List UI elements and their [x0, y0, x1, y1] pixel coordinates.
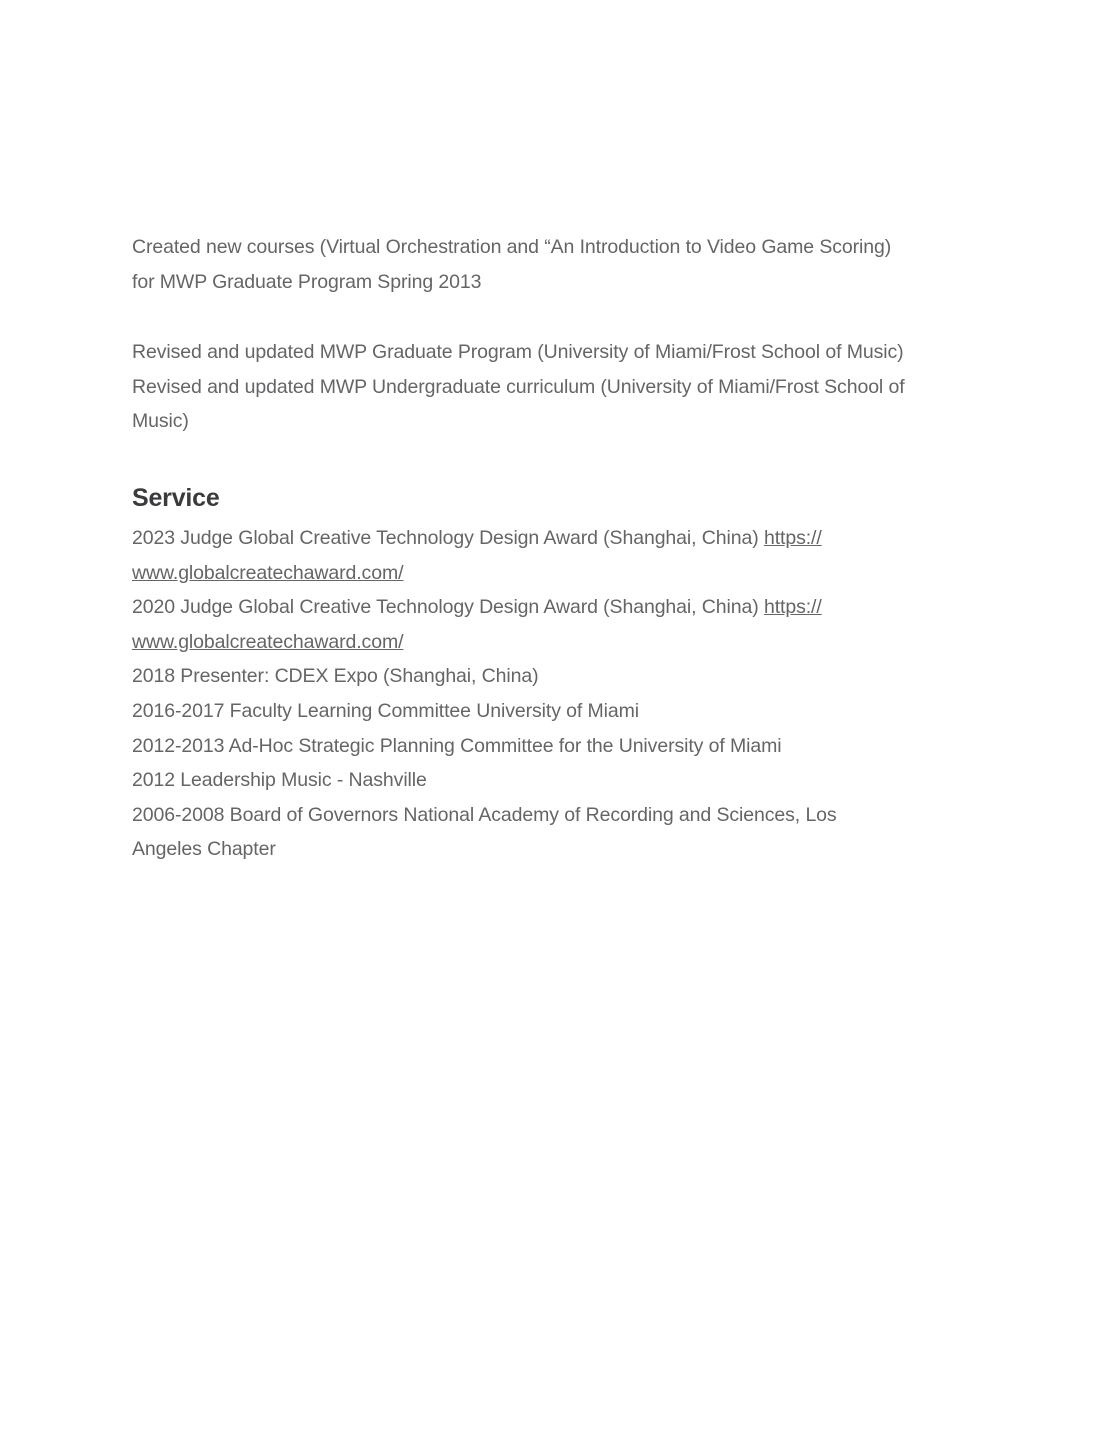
service-entry-2018: 2018 Presenter: CDEX Expo (Shanghai, China): [132, 665, 539, 688]
service-entry-2020: [132, 590, 1002, 625]
globalcreatechaward-link[interactable]: https://: [763, 596, 822, 619]
service-entry-text: 2023 Judge Global Creative Technology Design Award (Shanghai, China): [132, 527, 764, 549]
section-heading-service: Service: [132, 484, 220, 512]
service-entry-2023-link-wrap: [132, 556, 1002, 591]
text-line: Revised and updated MWP Graduate Program (University of Miami/Frost School of Music): [132, 341, 904, 363]
globalcreatechaward-link[interactable]: www.globalcreatechaward.com/: [132, 630, 404, 653]
text-line: Created new courses (Virtual Orchestration and “An Introduction to Video Game Scoring): [132, 236, 892, 258]
globalcreatechaward-link[interactable]: https://: [763, 527, 822, 549]
service-entry-2023: [132, 521, 1002, 556]
service-entry-2020-link-wrap: [132, 625, 1002, 660]
text-line: Music): [132, 410, 189, 433]
service-entry-2006-2008-wrap: Angeles Chapter: [132, 838, 276, 861]
service-entry-2006-2008: 2006-2008 Board of Governors National Academy of Recording and Sciences, Los: [132, 803, 837, 826]
text-line: for MWP Graduate Program Spring 2013: [132, 270, 482, 293]
service-list: [132, 521, 1002, 867]
service-entry-2012-2013: 2012-2013 Ad-Hoc Strategic Planning Committee for the University of Miami: [132, 734, 782, 757]
service-entry-2016-2017: 2016-2017 Faculty Learning Committee University of Miami: [132, 699, 640, 722]
service-entry-2012: 2012 Leadership Music - Nashville: [132, 769, 427, 792]
globalcreatechaward-link[interactable]: www.globalcreatechaward.com/: [132, 561, 404, 584]
text-line: Revised and updated MWP Undergraduate curriculum (University of Miami/Frost School of: [132, 375, 905, 398]
paragraph-program-revisions: [132, 335, 1002, 439]
service-entry-text: 2020 Judge Global Creative Technology Design Award (Shanghai, China): [132, 596, 764, 619]
paragraph-new-courses: [132, 230, 1002, 299]
